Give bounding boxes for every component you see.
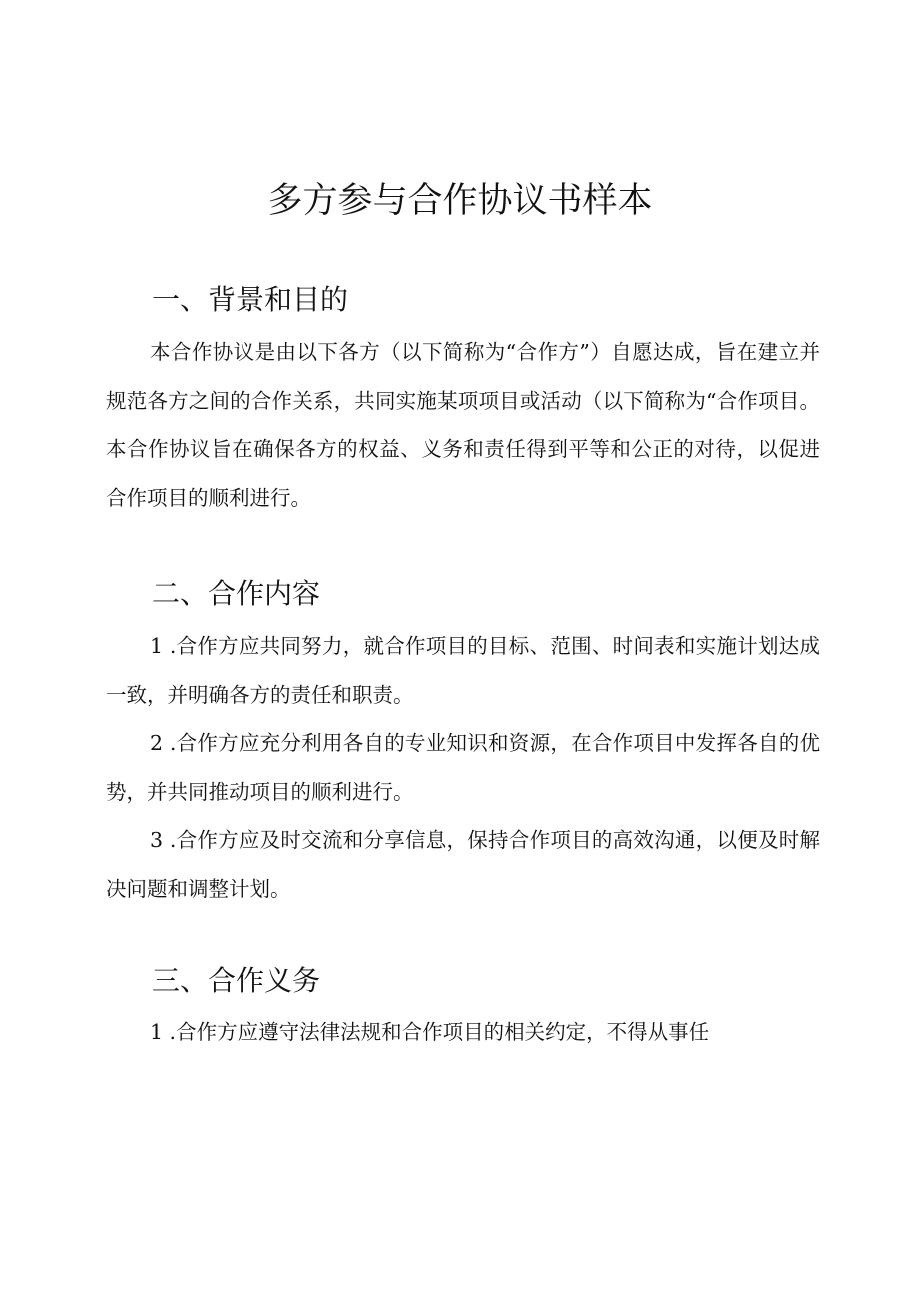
- paragraph-content-1: 1 .合作方应共同努力，就合作项目的目标、范围、时间表和实施计划达成一致，并明确各方的责任和职责。: [106, 634, 820, 707]
- paragraph-obligations-1: 1 .合作方应遵守法律法规和合作项目的相关约定，不得从事任: [150, 1020, 710, 1044]
- paragraph-content-3: 3 .合作方应及时交流和分享信息，保持合作项目的高效沟通，以便及时解决问题和调整计划。: [106, 828, 820, 901]
- document-title: 多方参与合作协议书样本: [267, 181, 653, 221]
- section-heading-obligations: 三、合作义务: [152, 964, 321, 997]
- section-heading-content: 二、合作内容: [152, 577, 321, 610]
- paragraph-content-2: 2 .合作方应充分利用各自的专业知识和资源，在合作项目中发挥各自的优势，并共同推动项目的顺利进行。: [106, 731, 820, 804]
- paragraph-background: 本合作协议是由以下各方（以下简称为“合作方”）自愿达成，旨在建立并规范各方之间的合作关系，共同实施某项项目或活动（以下简称为“合作项目。本合作协议旨在确保各方的权益、义务和责任得到平等和公正的对待，以促进合作项目的顺利进行。: [106, 340, 820, 510]
- section-heading-background: 一、背景和目的: [152, 283, 349, 316]
